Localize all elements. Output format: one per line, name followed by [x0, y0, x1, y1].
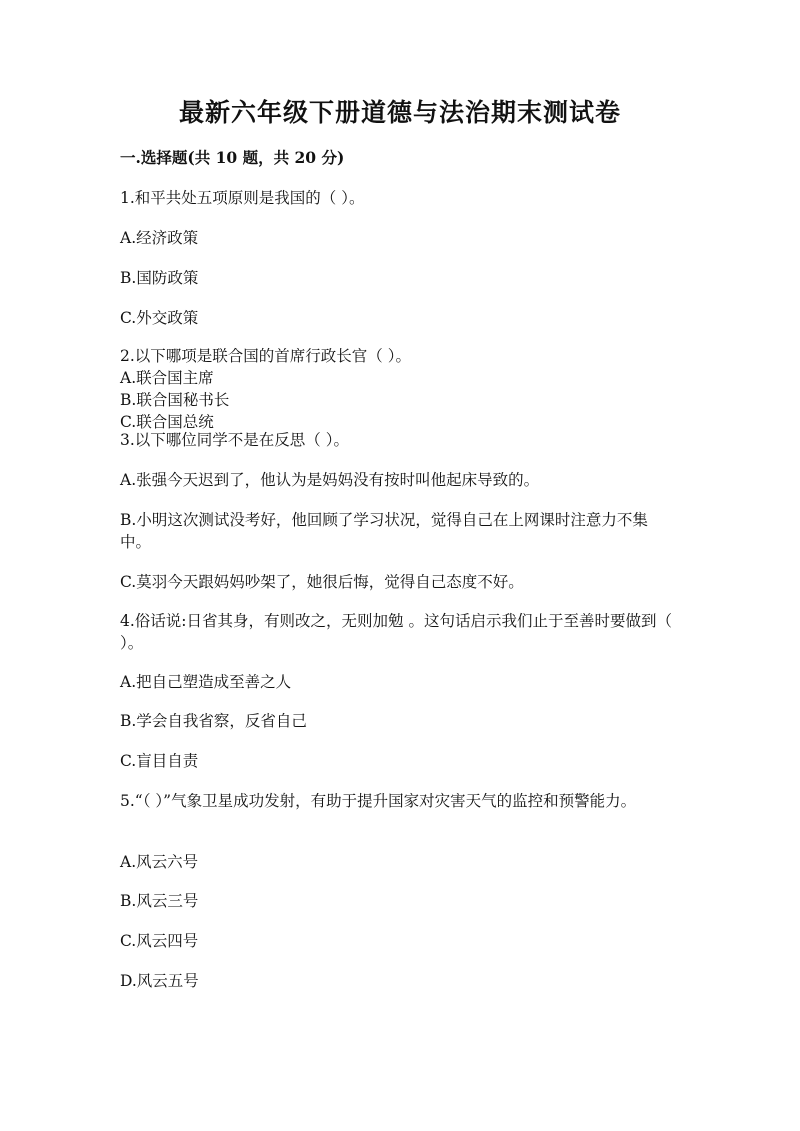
section-heading: 一.选择题(共 10 题，共 20 分)	[120, 148, 345, 167]
question-3-stem: 3.以下哪位同学不是在反思（ ）。	[120, 431, 349, 449]
question-2-option-b: B.联合国秘书长	[120, 391, 230, 409]
question-1-option-a: A.经济政策	[120, 229, 199, 247]
question-4-stem: 4.俗话说:日省其身，有则改之，无则加勉 。这句话启示我们止于至善时要做到（ ）。	[120, 612, 672, 652]
question-3-option-c: C.莫羽今天跟妈妈吵架了，她很后悔，觉得自己态度不好。	[120, 573, 524, 591]
question-1-option-b: B.国防政策	[120, 269, 199, 287]
question-1-stem: 1.和平共处五项原则是我国的（ ）。	[120, 189, 365, 207]
question-2-option-a: A.联合国主席	[120, 369, 214, 387]
question-4-option-c: C.盲目自责	[120, 752, 199, 770]
question-3-option-a: A.张强今天迟到了，他认为是妈妈没有按时叫他起床导致的。	[120, 471, 540, 489]
question-4-option-b: B.学会自我省察，反省自己	[120, 712, 307, 730]
question-4-option-a: A.把自己塑造成至善之人	[120, 673, 292, 691]
question-2-stem: 2.以下哪项是联合国的首席行政长官（ ）。	[120, 347, 411, 365]
page-title: 最新六年级下册道德与法治期末测试卷	[178, 98, 621, 127]
question-5-option-c: C.风云四号	[120, 932, 199, 950]
question-2-option-c: C.联合国总统	[120, 413, 214, 431]
question-5-option-d: D.风云五号	[120, 972, 199, 990]
question-5-stem: 5.“（ ）”气象卫星成功发射，有助于提升国家对灾害天气的监控和预警能力。	[120, 792, 637, 810]
question-1-option-c: C.外交政策	[120, 309, 199, 327]
question-5-option-a: A.风云六号	[120, 853, 199, 871]
question-5-option-b: B.风云三号	[120, 892, 199, 910]
question-3-option-b: B.小明这次测试没考好，他回顾了学习状况，觉得自己在上网课时注意力不集中。	[120, 511, 648, 551]
